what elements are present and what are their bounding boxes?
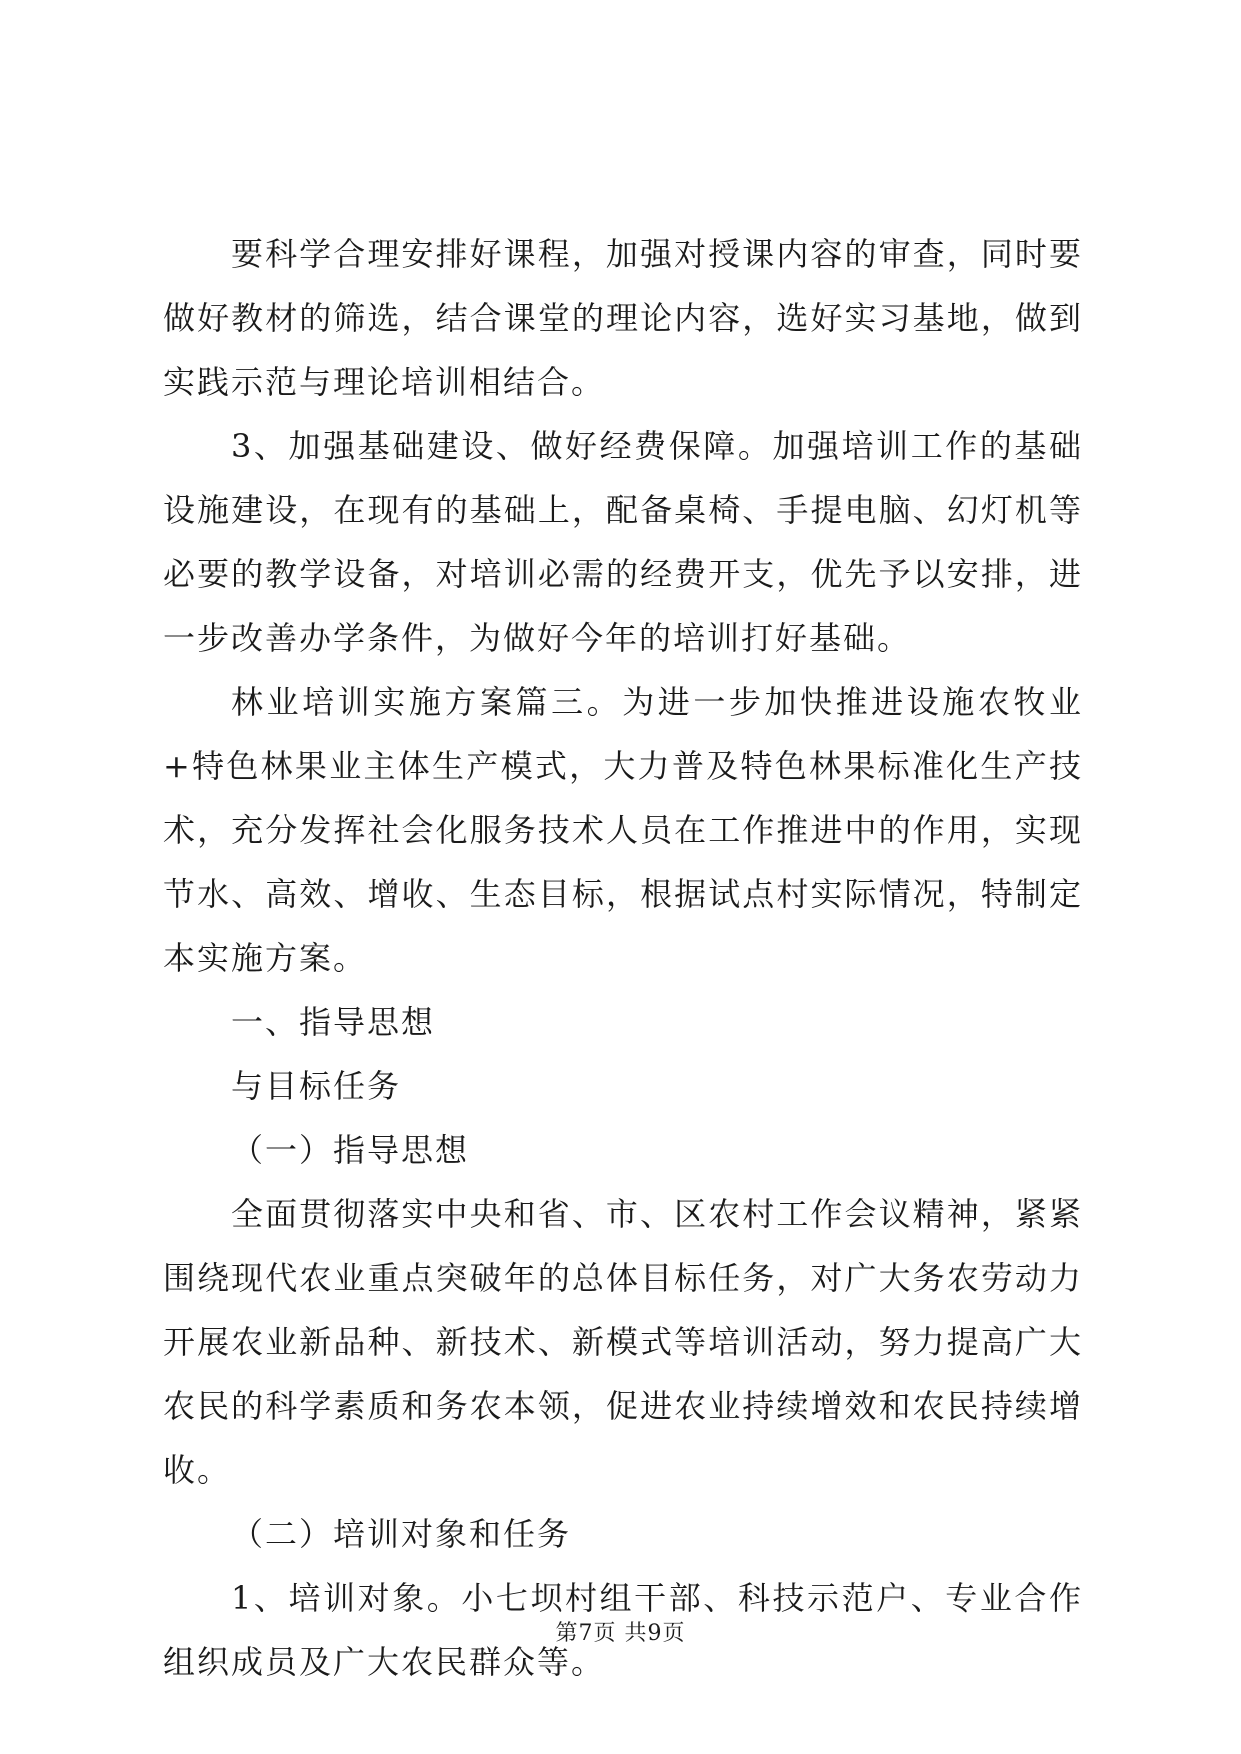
paragraph-training-targets: 1、培训对象。小七坝村组干部、科技示范户、专业合作组织成员及广大农民群众等。: [163, 1579, 1083, 1681]
subheading-training-targets: （二）培训对象和任务: [231, 1515, 572, 1553]
heading-guiding-thought: 一、指导思想: [231, 1003, 436, 1041]
paragraph-guiding-thought: 全面贯彻落实中央和省、市、区农村工作会议精神，紧紧围绕现代农业重点突破年的总体目标任务，对广大务农劳动力开展农业新品种、新技术、新模式等培训活动，努力提高广大农民的科学素质和务农本领，促进农业持续增效和农民持续增收。: [163, 1195, 1083, 1489]
page-number-footer: 第7页 共9页: [555, 1621, 686, 1646]
subheading-guiding-thought: （一）指导思想: [231, 1131, 470, 1169]
paragraph-infrastructure: 3、加强基础建设、做好经费保障。加强培训工作的基础设施建设，在现有的基础上，配备桌椅、手提电脑、幻灯机等必要的教学设备，对培训必需的经费开支，优先予以安排，进一步改善办学条件，为做好今年的培训打好基础。: [163, 427, 1083, 657]
heading-goals-tasks: 与目标任务: [231, 1067, 402, 1105]
paragraph-course-arrangement: 要科学合理安排好课程，加强对授课内容的审查，同时要做好教材的筛选，结合课堂的理论内容，选好实习基地，做到实践示范与理论培训相结合。: [163, 235, 1083, 401]
document-body: [163, 222, 1083, 1694]
paragraph-section-three-intro: 林业培训实施方案篇三。为进一步加快推进设施农牧业+特色林果业主体生产模式，大力普及特色林果标准化生产技术，充分发挥社会化服务技术人员在工作推进中的作用，实现节水、高效、增收、生态目标，根据试点村实际情况，特制定本实施方案。: [163, 683, 1083, 977]
